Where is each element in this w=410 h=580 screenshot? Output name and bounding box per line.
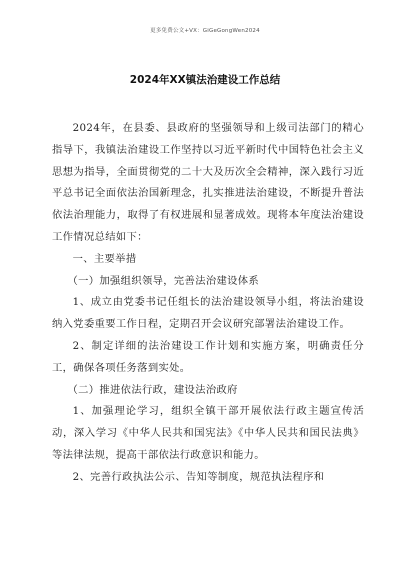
- subsection-heading-organization: （一）加强组织领导，完善法治建设体系: [67, 274, 260, 287]
- section-heading-main-measures: 一、主要举措: [72, 252, 137, 265]
- paragraph-enforcement-rules: 2、完善行政执法公示、告知等制度，规范执法程序和: [72, 470, 325, 483]
- paragraph-work-plan: 2、制定详细的法治建设工作计划和实施方案，明确责任分工，确保各项任务落到实处。: [52, 339, 364, 374]
- intro-paragraph: 2024年，在县委、县政府的坚强领导和上级司法部门的精心指导下，我镇法治建设工作坚持以习近平新时代中国特色社会主义思想为指导，全面贯彻党的二十大及历次全会精神，深入践行习近平总书记全面依法治国新理念，扎实推进法治建设，不断提升普法依法治理能力，取得了有权进展和显著成效。现将本年度法治建设工作情况总结如下：: [52, 122, 364, 243]
- page-header-note: 更多免费公文+VX：GiGeGongWen2024: [150, 28, 260, 34]
- document-body: [52, 118, 364, 489]
- subsection-heading-law-based-admin: （二）推进依法行政，建设法治政府: [67, 383, 238, 396]
- paragraph-leading-group: 1、成立由党委书记任组长的法治建设领导小组，将法治建设纳入党委重要工作日程，定期召开会议研究部署法治建设工作。: [52, 296, 364, 331]
- paragraph-theory-study: 1、加强理论学习，组织全镇干部开展依法行政主题宣传活动，深入学习《中华人民共和国宪法》《中华人民共和国民法典》等法律法规，提高干部依法行政意识和能力。: [52, 405, 364, 461]
- document-title: 2024年XX镇法治建设工作总结: [129, 74, 281, 86]
